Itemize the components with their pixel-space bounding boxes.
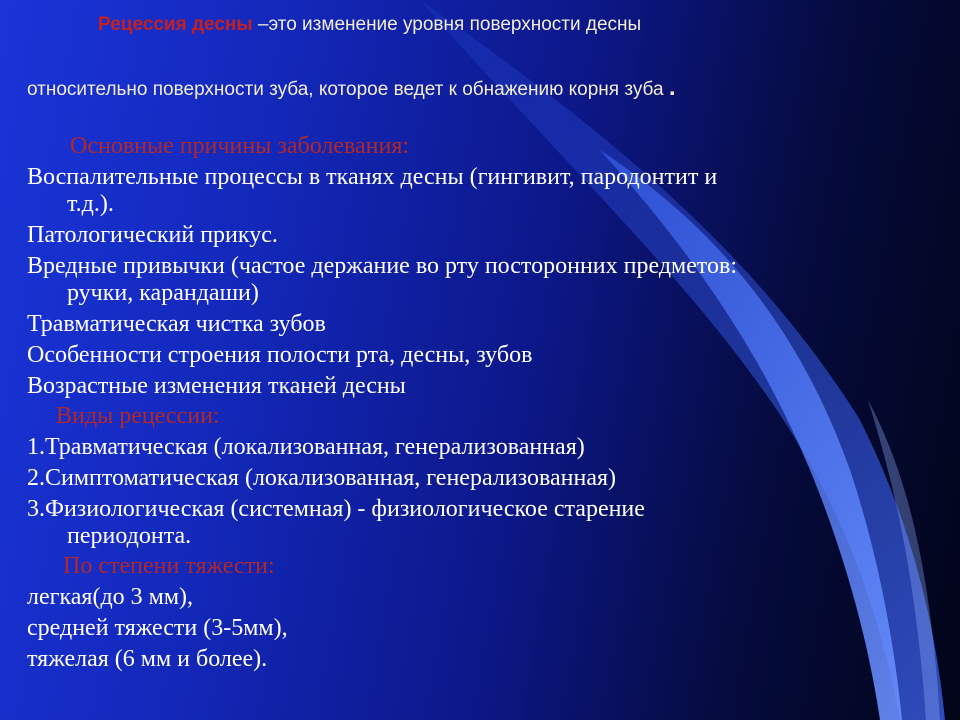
section-title-causes: Основные причины заболевания:: [70, 133, 410, 159]
list-item: [27, 373, 942, 400]
list-item: [27, 496, 942, 550]
term-recession: Рецессия десны: [98, 14, 253, 35]
list-item-text: 1.Травматическая (локализованная, генерализованная): [27, 434, 585, 460]
list-item-text: Вредные привычки (частое держание во рту посторонних предметов:: [27, 253, 738, 279]
list-item: [27, 465, 942, 492]
list-item: [27, 646, 942, 673]
header-line-2: [27, 74, 676, 101]
list-item-text: Воспалительные процессы в тканях десны (гингивит, пародонтит и: [27, 164, 718, 190]
list-item: [27, 311, 942, 338]
list-item-text: Возрастные изменения тканей десны: [27, 373, 406, 399]
list-item: [27, 584, 942, 611]
list-item: [27, 253, 942, 307]
list-item-continuation: т.д.).: [67, 191, 114, 217]
list-item-text: Особенности строения полости рта, десны, зубов: [27, 342, 533, 368]
section-title-types: Виды рецессии:: [56, 403, 220, 429]
list-item-text: Патологический прикус.: [27, 222, 278, 248]
definition-text-2: относительно поверхности зуба, которое ведет к обнажению корня зуба: [27, 79, 664, 100]
list-item-continuation: ручки, карандаши): [67, 280, 259, 306]
list-item-text: Травматическая чистка зубов: [27, 311, 326, 337]
section-title-severity: По степени тяжести:: [63, 553, 275, 579]
list-item-text: средней тяжести (3-5мм),: [27, 615, 288, 641]
header-period: .: [668, 74, 676, 101]
list-item: [27, 434, 942, 461]
list-item-continuation: периодонта.: [67, 523, 192, 549]
content-body: [27, 133, 942, 677]
list-item-text: легкая(до 3 мм),: [27, 584, 194, 610]
list-item: [27, 615, 942, 642]
list-item-text: 3.Физиологическая (системная) - физиологическое старение: [27, 496, 645, 522]
list-item-text: 2.Симптоматическая (локализованная, генерализованная): [27, 465, 617, 491]
header-line-1: [98, 14, 641, 36]
definition-text-1: –это изменение уровня поверхности десны: [252, 14, 642, 35]
list-item: [27, 222, 942, 249]
list-item: [27, 342, 942, 369]
list-item: [27, 164, 942, 218]
list-item-text: тяжелая (6 мм и более).: [27, 646, 268, 672]
